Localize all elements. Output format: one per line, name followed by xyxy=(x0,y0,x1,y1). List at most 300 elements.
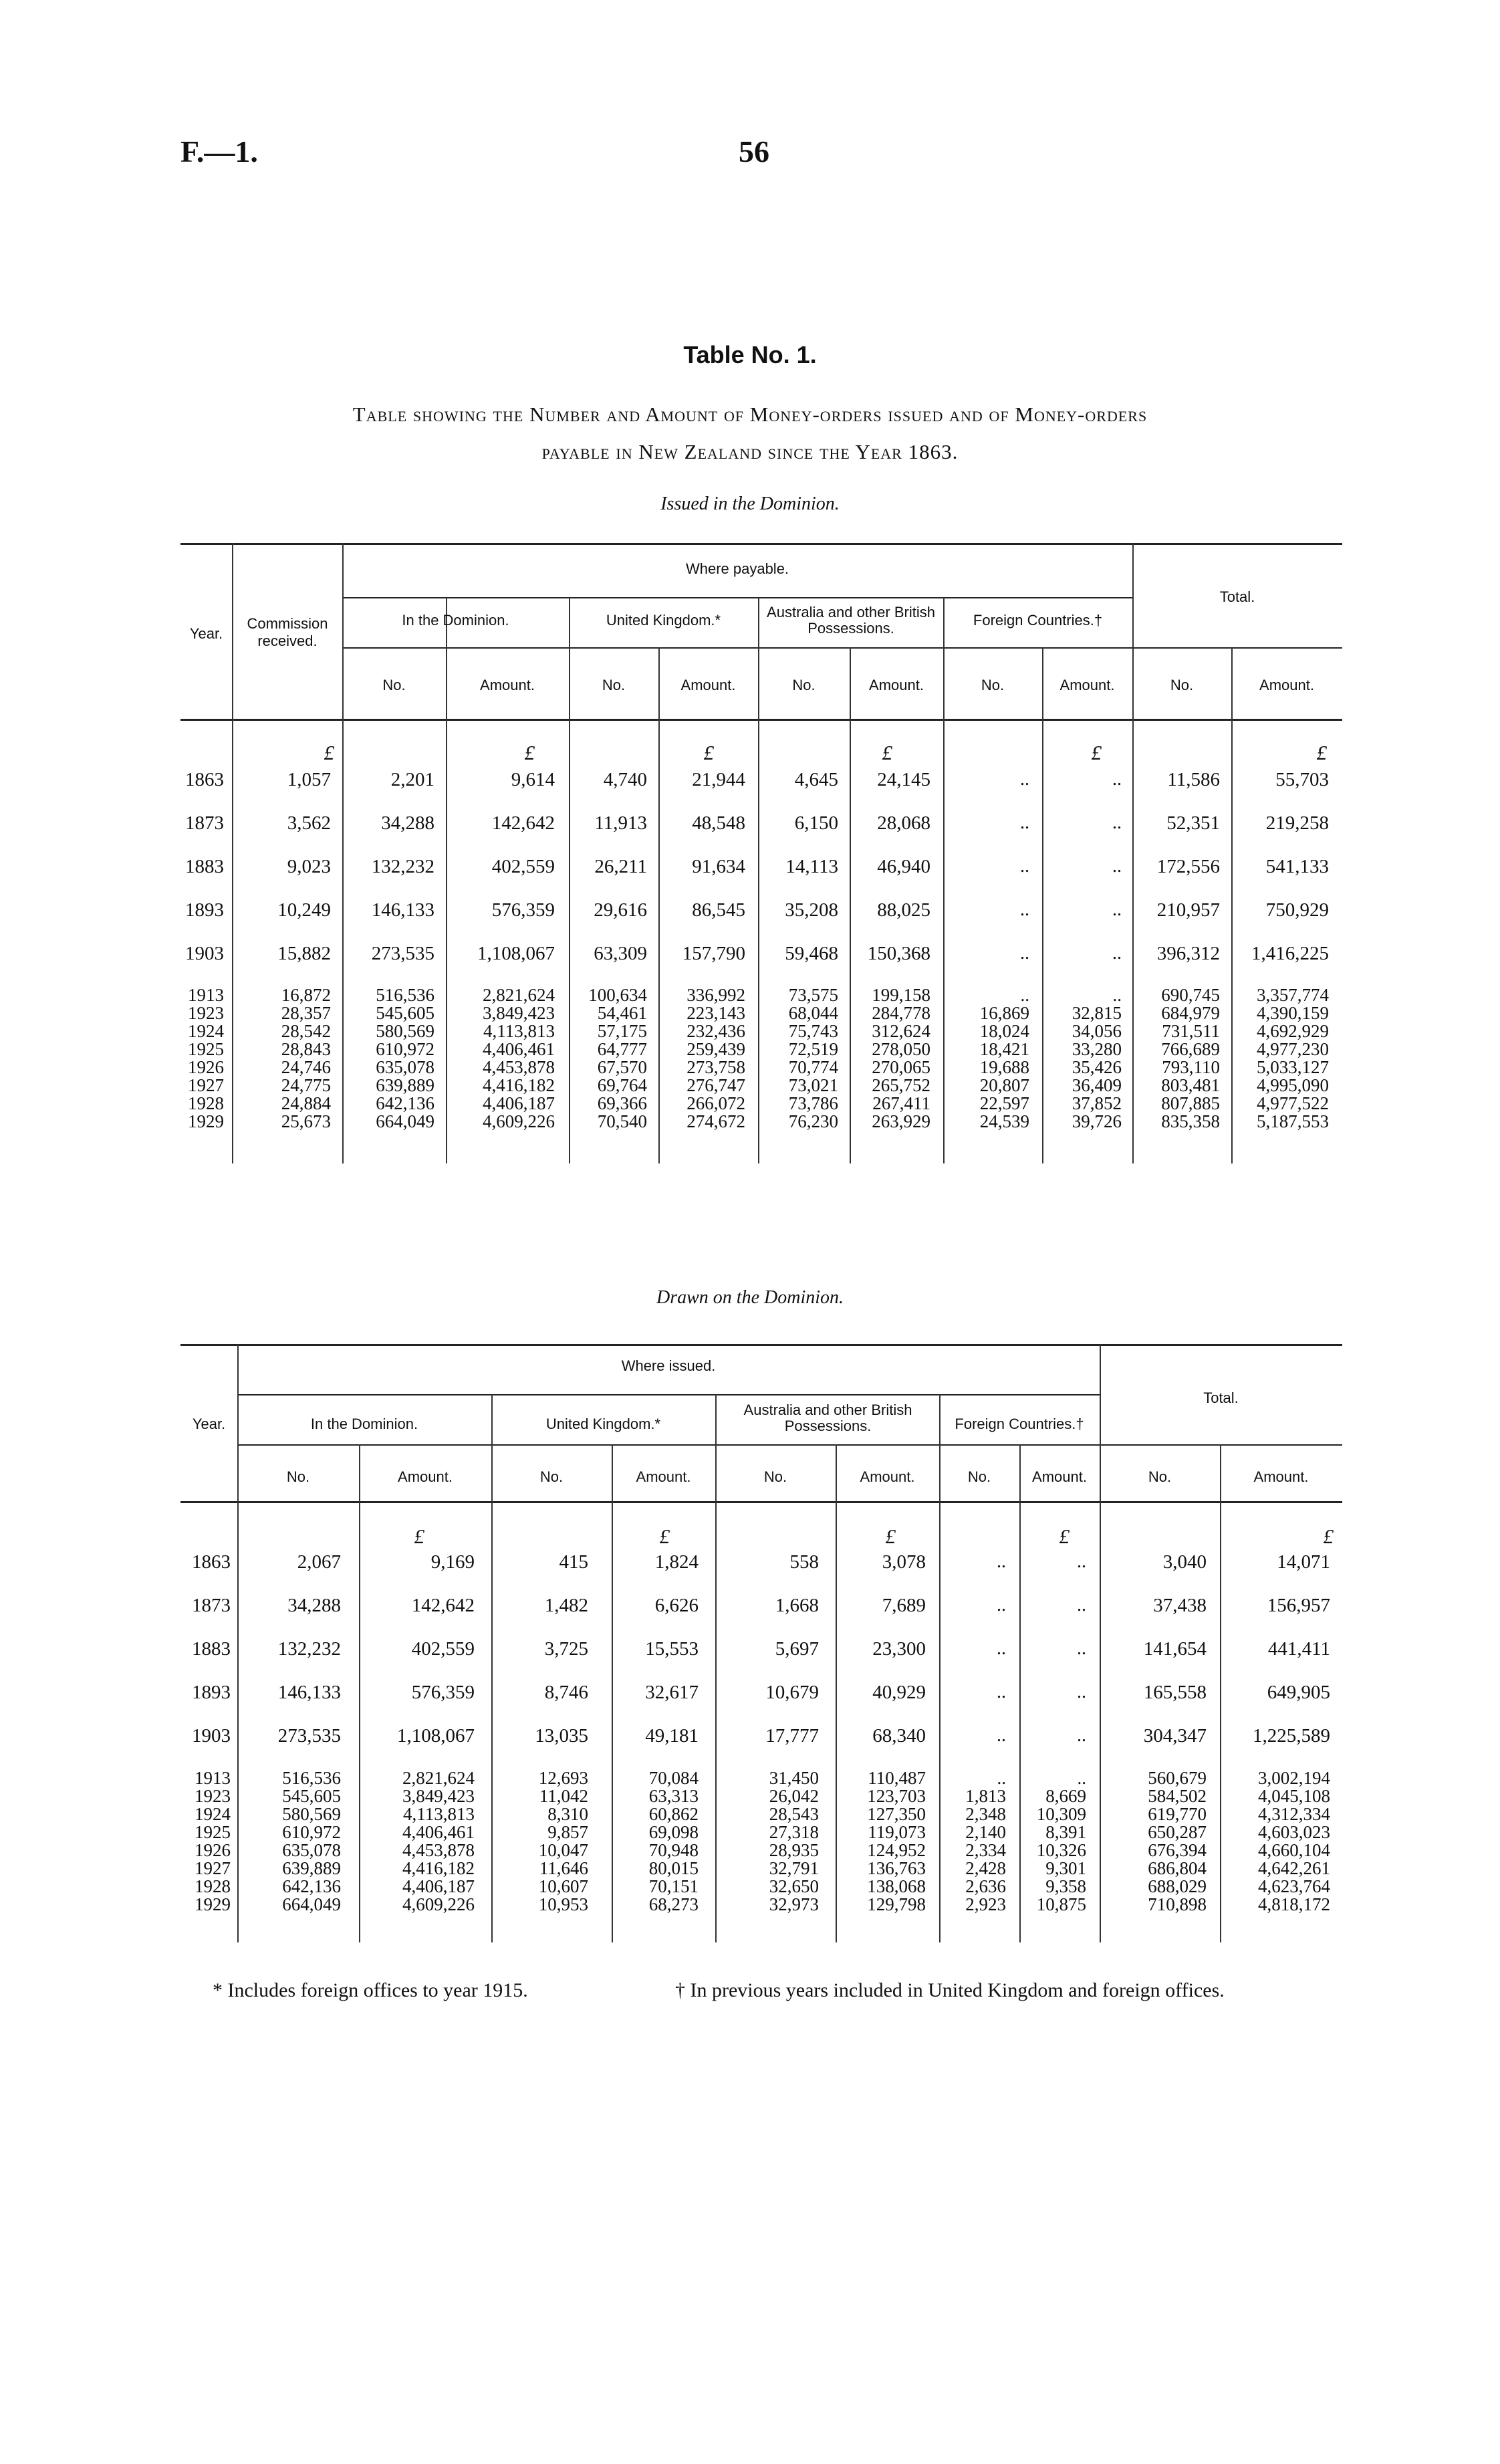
table-cell: 1,824 xyxy=(654,1551,699,1573)
currency-sign: £ xyxy=(1316,741,1327,764)
header-where-payable: Where payable. xyxy=(685,560,789,577)
header-no: No. xyxy=(981,677,1005,693)
table-cell: .. xyxy=(997,1682,1006,1702)
table-cell: .. xyxy=(997,1595,1006,1615)
table-cell: 2,428 xyxy=(965,1858,1006,1878)
table-cell: 69,764 xyxy=(597,1075,647,1095)
table-cell: 5,033,127 xyxy=(1257,1057,1329,1077)
table-cell: 4,645 xyxy=(794,769,838,790)
table-cell: 312,624 xyxy=(872,1021,930,1041)
table-cell: 72,519 xyxy=(788,1039,838,1059)
document-reference: F.—1. xyxy=(180,134,258,169)
header-amount: Amount. xyxy=(860,1468,915,1485)
table-cell: 2,821,624 xyxy=(483,985,555,1005)
table-cell: 807,885 xyxy=(1161,1093,1220,1113)
table-cell: 32,650 xyxy=(769,1876,819,1896)
table-cell: 76,230 xyxy=(788,1111,838,1131)
page-number: 56 xyxy=(739,134,769,169)
table-cell: 55,703 xyxy=(1275,769,1329,790)
year-cell: 1925 xyxy=(188,1039,224,1059)
table-cell: 402,559 xyxy=(411,1638,475,1660)
table-cell: 24,746 xyxy=(281,1057,331,1077)
table-cell: 132,232 xyxy=(371,856,434,877)
header-no: No. xyxy=(286,1468,310,1485)
table-cell: 70,774 xyxy=(788,1057,838,1077)
currency-sign: £ xyxy=(703,741,714,764)
table-cell: 15,882 xyxy=(277,943,331,964)
table-cell: 14,113 xyxy=(785,856,838,877)
table-cell: 13,035 xyxy=(535,1725,588,1747)
header-no: No. xyxy=(763,1468,787,1485)
table-cell: 199,158 xyxy=(872,985,930,1005)
table-cell: 1,225,589 xyxy=(1253,1725,1330,1747)
table-cell: 63,313 xyxy=(648,1786,699,1806)
table-cell: 516,536 xyxy=(376,985,434,1005)
currency-sign: £ xyxy=(882,741,892,764)
table-cell: 24,775 xyxy=(281,1075,331,1095)
table-cell: 4,692,929 xyxy=(1257,1021,1329,1041)
table-cell: .. xyxy=(1112,985,1122,1005)
table-cell: 88,025 xyxy=(877,899,930,921)
header-no: No. xyxy=(1148,1468,1172,1485)
column-rule xyxy=(359,1444,360,1942)
table-cell: 219,258 xyxy=(1265,812,1329,834)
table-cell: 2,201 xyxy=(390,769,434,790)
year-cell: 1925 xyxy=(195,1822,231,1842)
table-cell: 4,453,878 xyxy=(483,1057,555,1077)
column-group-rule xyxy=(237,1444,1100,1446)
table-cell: 10,249 xyxy=(277,899,331,921)
year-cell: 1926 xyxy=(195,1840,231,1860)
table-cell: 580,569 xyxy=(376,1021,434,1041)
table-cell: 8,669 xyxy=(1045,1786,1086,1806)
table-cell: 11,646 xyxy=(539,1858,588,1878)
table-cell: .. xyxy=(1020,812,1029,833)
year-cell: 1924 xyxy=(195,1804,231,1824)
table-cell: 64,777 xyxy=(597,1039,647,1059)
table-cell: 28,068 xyxy=(877,812,930,834)
table-cell: 6,626 xyxy=(654,1595,699,1616)
table-cell: 265,752 xyxy=(872,1075,930,1095)
header-bottom-rule xyxy=(180,1501,1342,1503)
table-cell: 156,957 xyxy=(1267,1595,1330,1616)
table-cell: 48,548 xyxy=(692,812,745,834)
year-cell: 1923 xyxy=(195,1786,231,1806)
table-cell: 35,208 xyxy=(785,899,838,921)
header-amount: Amount. xyxy=(1059,677,1115,693)
table-cell: 676,394 xyxy=(1148,1840,1207,1860)
table-cell: 649,905 xyxy=(1267,1682,1330,1703)
year-cell: 1929 xyxy=(195,1894,231,1914)
table-cell: 3,849,423 xyxy=(402,1786,475,1806)
header-amount: Amount. xyxy=(480,677,535,693)
table-cell: 1,057 xyxy=(287,769,331,790)
table-cell: 28,843 xyxy=(281,1039,331,1059)
year-cell: 1924 xyxy=(188,1021,224,1041)
table-cell: 576,359 xyxy=(491,899,555,921)
table-cell: 25,673 xyxy=(281,1111,331,1131)
table-cell: 639,889 xyxy=(376,1075,434,1095)
table-cell: 267,411 xyxy=(872,1093,930,1113)
currency-sign: £ xyxy=(1323,1525,1334,1548)
section-title-issued: Issued in the Dominion. xyxy=(660,493,840,514)
table-cell: 60,862 xyxy=(648,1804,699,1824)
table-cell: .. xyxy=(1077,1725,1086,1746)
header-total: Total. xyxy=(1219,588,1255,605)
year-cell: 1873 xyxy=(192,1595,231,1616)
table-cell: 642,136 xyxy=(282,1876,341,1896)
table-top-rule xyxy=(180,1344,1342,1346)
table-cell: .. xyxy=(1112,856,1122,877)
table-cell: 4,609,226 xyxy=(483,1111,555,1131)
header-no: No. xyxy=(792,677,816,693)
table-cell: 141,654 xyxy=(1143,1638,1207,1660)
table-cell: 5,697 xyxy=(775,1638,819,1660)
currency-sign: £ xyxy=(1091,741,1102,764)
year-cell: 1927 xyxy=(188,1075,224,1095)
table-cell: 16,872 xyxy=(281,985,331,1005)
table-cell: 4,995,090 xyxy=(1257,1075,1329,1095)
table-cell: 46,940 xyxy=(877,856,930,877)
table-cell: 39,726 xyxy=(1072,1111,1122,1131)
table-top-rule xyxy=(180,543,1342,545)
table-cell: 3,562 xyxy=(287,812,331,834)
table-cell: 32,815 xyxy=(1072,1003,1122,1023)
table-cell: 1,482 xyxy=(544,1595,588,1616)
table-cell: 21,944 xyxy=(692,769,745,790)
table-cell: 70,948 xyxy=(648,1840,699,1860)
header-australia: Australia and other British Possessions. xyxy=(743,1402,912,1434)
table-cell: 9,169 xyxy=(430,1551,475,1573)
footnote-dagger: † In previous years included in United Kingdom and foreign offices. xyxy=(675,1979,1225,2001)
table-cell: 28,357 xyxy=(281,1003,331,1023)
table-cell: 34,288 xyxy=(381,812,434,834)
header-amount: Amount. xyxy=(1253,1468,1309,1485)
table-cell: 157,790 xyxy=(682,943,745,964)
table-cell: .. xyxy=(997,1551,1006,1572)
table-cell: 146,133 xyxy=(277,1682,341,1703)
header-total: Total. xyxy=(1203,1389,1239,1406)
header-amount: Amount. xyxy=(636,1468,691,1485)
table-cell: 68,044 xyxy=(788,1003,838,1023)
table-cell: 26,211 xyxy=(594,856,647,877)
table-cell: 4,390,159 xyxy=(1257,1003,1329,1023)
table-cell: 29,616 xyxy=(594,899,647,921)
table-cell: 4,406,461 xyxy=(402,1822,475,1842)
table-cell: .. xyxy=(1077,1551,1086,1572)
table-cell: 24,884 xyxy=(281,1093,331,1113)
header-united-kingdom: United Kingdom.* xyxy=(606,612,721,629)
table-cell: 69,366 xyxy=(597,1093,647,1113)
table-cell: 1,668 xyxy=(775,1595,819,1616)
table-cell: 37,852 xyxy=(1072,1093,1122,1113)
currency-sign: £ xyxy=(885,1525,896,1548)
table-cell: 560,679 xyxy=(1148,1768,1207,1788)
table-cell: 142,642 xyxy=(491,812,555,834)
table-cell: 576,359 xyxy=(411,1682,475,1703)
table-cell: 684,979 xyxy=(1161,1003,1220,1023)
table-cell: 639,889 xyxy=(282,1858,341,1878)
table-cell: .. xyxy=(1020,985,1029,1005)
table-cell: 129,798 xyxy=(867,1894,926,1914)
year-cell: 1913 xyxy=(188,985,224,1005)
table-cell: 2,636 xyxy=(965,1876,1006,1896)
table-cell: 67,570 xyxy=(597,1057,647,1077)
currency-sign: £ xyxy=(324,741,334,764)
table-cell: 16,869 xyxy=(979,1003,1029,1023)
table-cell: 580,569 xyxy=(282,1804,341,1824)
table-cell: 664,049 xyxy=(282,1894,341,1914)
header-amount: Amount. xyxy=(1259,677,1314,693)
table-cell: 793,110 xyxy=(1162,1057,1220,1077)
year-cell: 1903 xyxy=(185,943,224,964)
table-cell: 690,745 xyxy=(1161,985,1220,1005)
table-cell: 86,545 xyxy=(692,899,745,921)
table-cell: 750,929 xyxy=(1265,899,1329,921)
table-cell: 396,312 xyxy=(1156,943,1220,964)
table-cell: 278,050 xyxy=(872,1039,930,1059)
table-cell: 4,623,764 xyxy=(1258,1876,1330,1896)
table-cell: 688,029 xyxy=(1148,1876,1207,1896)
table-cell: 15,553 xyxy=(645,1638,699,1660)
where-payable-rule xyxy=(342,597,1132,598)
table-cell: 415 xyxy=(559,1551,588,1573)
table-cell: 73,575 xyxy=(788,985,838,1005)
table-cell: 4,416,182 xyxy=(402,1858,475,1878)
header-year: Year. xyxy=(189,625,223,642)
table-cell: 545,605 xyxy=(376,1003,434,1023)
table-cell: 100,634 xyxy=(588,985,647,1005)
column-rule xyxy=(1100,1344,1101,1942)
table-cell: 1,108,067 xyxy=(477,943,555,964)
table-cell: 6,150 xyxy=(794,812,838,834)
table-cell: 32,617 xyxy=(645,1682,699,1703)
table-cell: 9,614 xyxy=(511,769,555,790)
table-cell: 10,953 xyxy=(538,1894,588,1914)
table-cell: 274,672 xyxy=(686,1111,745,1131)
header-no: No. xyxy=(1170,677,1194,693)
header-foreign: Foreign Countries.† xyxy=(955,1416,1084,1432)
table-cell: 232,436 xyxy=(686,1021,745,1041)
table-cell: 3,357,774 xyxy=(1257,985,1329,1005)
table-cell: 32,791 xyxy=(769,1858,819,1878)
section-title-drawn: Drawn on the Dominion. xyxy=(656,1287,844,1308)
table-cell: 73,786 xyxy=(788,1093,838,1113)
table-cell: 172,556 xyxy=(1156,856,1220,877)
table-cell: 731,511 xyxy=(1162,1021,1220,1041)
table-cell: 12,693 xyxy=(538,1768,588,1788)
year-cell: 1928 xyxy=(188,1093,224,1113)
table-cell: 49,181 xyxy=(645,1725,699,1747)
table-cell: 4,977,230 xyxy=(1257,1039,1329,1059)
table-cell: 686,804 xyxy=(1148,1858,1207,1878)
header-in-dominion: In the Dominion. xyxy=(310,1416,418,1432)
year-cell: 1926 xyxy=(188,1057,224,1077)
header-amount: Amount. xyxy=(1032,1468,1087,1485)
year-cell: 1863 xyxy=(185,769,224,790)
table-cell: 4,609,226 xyxy=(402,1894,475,1914)
table-cell: 28,542 xyxy=(281,1021,331,1041)
table-cell: 1,108,067 xyxy=(397,1725,475,1747)
table-cell: 2,140 xyxy=(965,1822,1006,1842)
table-cell: 642,136 xyxy=(376,1093,434,1113)
table-cell: 441,411 xyxy=(1267,1638,1330,1660)
table-cell: 20,807 xyxy=(979,1075,1029,1095)
table-cell: 223,143 xyxy=(686,1003,745,1023)
table-cell: 276,747 xyxy=(686,1075,745,1095)
table-cell: 18,024 xyxy=(979,1021,1029,1041)
table-caption-line-2: payable in New Zealand since the Year 1863. xyxy=(541,440,959,463)
year-cell: 1883 xyxy=(185,856,224,877)
table-cell: 4,406,187 xyxy=(402,1876,475,1896)
header-united-kingdom: United Kingdom.* xyxy=(545,1416,661,1432)
table-cell: 28,543 xyxy=(769,1804,819,1824)
table-cell: 8,746 xyxy=(544,1682,588,1703)
table-cell: 4,603,023 xyxy=(1258,1822,1330,1842)
table-cell: 273,758 xyxy=(686,1057,745,1077)
table-cell: 4,045,108 xyxy=(1258,1786,1330,1806)
table-cell: 3,078 xyxy=(882,1551,926,1573)
table-cell: 2,821,624 xyxy=(402,1768,475,1788)
table-cell: 127,350 xyxy=(867,1804,926,1824)
table-cell: 558 xyxy=(789,1551,819,1573)
table-cell: 10,875 xyxy=(1036,1894,1086,1914)
year-cell: 1883 xyxy=(192,1638,231,1660)
table-cell: 3,849,423 xyxy=(483,1003,555,1023)
table-cell: 2,923 xyxy=(965,1894,1006,1914)
where-issued-rule xyxy=(237,1394,1100,1395)
table-cell: 635,078 xyxy=(376,1057,434,1077)
table-cell: 270,065 xyxy=(872,1057,930,1077)
table-cell: 8,310 xyxy=(547,1804,588,1824)
table-cell: 610,972 xyxy=(376,1039,434,1059)
table-cell: 24,145 xyxy=(877,769,930,790)
table-cell: 68,340 xyxy=(872,1725,926,1747)
table-cell: 1,416,225 xyxy=(1251,943,1329,964)
year-cell: 1928 xyxy=(195,1876,231,1896)
table-cell: 34,056 xyxy=(1072,1021,1122,1041)
header-foreign: Foreign Countries.† xyxy=(973,612,1103,629)
table-title: Table No. 1. xyxy=(683,341,817,368)
table-cell: .. xyxy=(997,1768,1006,1788)
table-cell: 17,777 xyxy=(765,1725,819,1747)
header-no: No. xyxy=(602,677,626,693)
table-cell: 32,973 xyxy=(769,1894,819,1914)
table-cell: 516,536 xyxy=(282,1768,341,1788)
table-cell: .. xyxy=(1077,1595,1086,1615)
table-cell: 14,071 xyxy=(1277,1551,1330,1573)
table-cell: 10,607 xyxy=(538,1876,588,1896)
footnote-star: * Includes foreign offices to year 1915. xyxy=(213,1979,528,2001)
table-caption-line-1: Table showing the Number and Amount of Money-orders issued and of Money-orders xyxy=(352,403,1148,426)
table-cell: .. xyxy=(1112,943,1122,964)
year-cell: 1863 xyxy=(192,1551,231,1573)
table-cell: .. xyxy=(997,1725,1006,1746)
table-cell: .. xyxy=(1112,812,1122,833)
year-cell: 1927 xyxy=(195,1858,231,1878)
table-cell: 136,763 xyxy=(867,1858,926,1878)
table-cell: 610,972 xyxy=(282,1822,341,1842)
table-cell: 9,857 xyxy=(547,1822,588,1842)
table-cell: 584,502 xyxy=(1148,1786,1207,1806)
table-cell: 4,977,522 xyxy=(1257,1093,1329,1113)
table-cell: .. xyxy=(1077,1682,1086,1702)
table-cell: 26,042 xyxy=(769,1786,819,1806)
table-cell: 259,439 xyxy=(686,1039,745,1059)
table-cell: 263,929 xyxy=(872,1111,930,1131)
table-cell: 545,605 xyxy=(282,1786,341,1806)
table-cell: 80,015 xyxy=(648,1858,699,1878)
table-cell: 650,287 xyxy=(1148,1822,1207,1842)
header-amount: Amount. xyxy=(869,677,924,693)
table-cell: 119,073 xyxy=(868,1822,926,1842)
header-no: No. xyxy=(967,1468,991,1485)
table-cell: 24,539 xyxy=(979,1111,1029,1131)
table-cell: .. xyxy=(1020,943,1029,964)
header-amount: Amount. xyxy=(680,677,736,693)
table-cell: .. xyxy=(1020,899,1029,920)
table-cell: 273,535 xyxy=(277,1725,341,1747)
table-cell: 7,689 xyxy=(882,1595,926,1616)
header-australia: Australia and other British Possessions. xyxy=(767,604,935,637)
table-cell: 70,084 xyxy=(648,1768,699,1788)
table-cell: 4,453,878 xyxy=(402,1840,475,1860)
table-cell: 4,113,813 xyxy=(483,1021,555,1041)
table-cell: .. xyxy=(997,1638,1006,1659)
table-cell: 710,898 xyxy=(1148,1894,1207,1914)
table-cell: 3,040 xyxy=(1162,1551,1207,1573)
table-cell: 132,232 xyxy=(277,1638,341,1660)
column-rule xyxy=(237,1344,239,1942)
table-cell: .. xyxy=(1020,856,1029,877)
table-cell: 10,047 xyxy=(538,1840,588,1860)
table-cell: 664,049 xyxy=(376,1111,434,1131)
table-cell: 40,929 xyxy=(872,1682,926,1703)
table-cell: 803,481 xyxy=(1161,1075,1220,1095)
table-cell: 9,301 xyxy=(1045,1858,1086,1878)
table-cell: 835,358 xyxy=(1161,1111,1220,1131)
table-cell: 59,468 xyxy=(785,943,838,964)
table-cell: 57,175 xyxy=(597,1021,647,1041)
table-cell: 22,597 xyxy=(979,1093,1029,1113)
table-cell: 23,300 xyxy=(872,1638,926,1660)
table-cell: 18,421 xyxy=(979,1039,1029,1059)
table-cell: 210,957 xyxy=(1156,899,1220,921)
table-cell: 11,042 xyxy=(539,1786,588,1806)
table-cell: 150,368 xyxy=(867,943,930,964)
table-cell: 68,273 xyxy=(648,1894,699,1914)
table-cell: 4,406,187 xyxy=(483,1093,555,1113)
table-cell: 10,309 xyxy=(1036,1804,1086,1824)
table-cell: 11,586 xyxy=(1167,769,1220,790)
table-cell: 73,021 xyxy=(788,1075,838,1095)
currency-sign: £ xyxy=(414,1525,424,1548)
header-amount: Amount. xyxy=(398,1468,453,1485)
table-cell: 4,312,334 xyxy=(1258,1804,1330,1824)
table-cell: 142,642 xyxy=(411,1595,475,1616)
table-cell: 27,318 xyxy=(769,1822,819,1842)
table-cell: 4,113,813 xyxy=(403,1804,475,1824)
table-cell: 766,689 xyxy=(1161,1039,1220,1059)
table-cell: .. xyxy=(1077,1638,1086,1659)
table-cell: 10,679 xyxy=(765,1682,819,1703)
year-cell: 1913 xyxy=(195,1768,231,1788)
table-cell: 146,133 xyxy=(371,899,434,921)
table-cell: 138,068 xyxy=(867,1876,926,1896)
table-cell: 124,952 xyxy=(867,1840,926,1860)
header-commission: Commission received. xyxy=(247,615,328,649)
table-cell: 33,280 xyxy=(1072,1039,1122,1059)
